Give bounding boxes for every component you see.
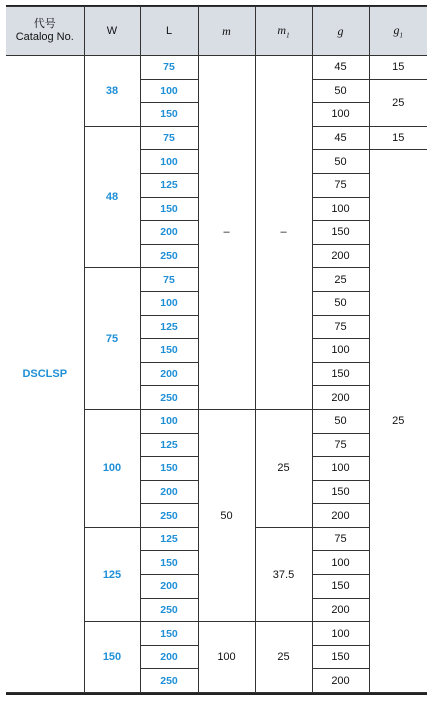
g-cell: 100 bbox=[312, 551, 369, 575]
g1-cell: 25 bbox=[369, 79, 427, 126]
g-cell: 45 bbox=[312, 56, 369, 80]
l-cell: 150 bbox=[140, 457, 198, 481]
g-cell: 200 bbox=[312, 386, 369, 410]
g-cell: 75 bbox=[312, 527, 369, 551]
l-cell: 250 bbox=[140, 386, 198, 410]
l-cell: 125 bbox=[140, 315, 198, 339]
g-cell: 50 bbox=[312, 291, 369, 315]
header-w: W bbox=[84, 7, 140, 56]
l-cell: 100 bbox=[140, 150, 198, 174]
l-cell: 200 bbox=[140, 221, 198, 245]
g-cell: 100 bbox=[312, 457, 369, 481]
header-catalog-en: Catalog No. bbox=[15, 31, 74, 43]
l-cell: 200 bbox=[140, 575, 198, 599]
m1-cell: – bbox=[255, 56, 312, 410]
g1-cell: 25 bbox=[369, 150, 427, 693]
l-cell: 100 bbox=[140, 409, 198, 433]
g1-cell: 15 bbox=[369, 126, 427, 150]
g-cell: 150 bbox=[312, 362, 369, 386]
w-cell: 100 bbox=[84, 409, 140, 527]
table-row bbox=[6, 56, 427, 80]
g-cell: 150 bbox=[312, 480, 369, 504]
l-cell: 125 bbox=[140, 173, 198, 197]
w-cell: 125 bbox=[84, 527, 140, 621]
m1-cell: 37.5 bbox=[255, 527, 312, 621]
g-cell: 200 bbox=[312, 244, 369, 268]
l-cell: 100 bbox=[140, 79, 198, 103]
g-cell: 50 bbox=[312, 409, 369, 433]
catalog-cell: DSCLSP bbox=[6, 56, 84, 693]
table-bottom-rule bbox=[6, 693, 427, 695]
l-cell: 150 bbox=[140, 339, 198, 363]
l-cell: 200 bbox=[140, 645, 198, 669]
g-cell: 100 bbox=[312, 339, 369, 363]
header-g: g bbox=[312, 7, 369, 56]
l-cell: 200 bbox=[140, 480, 198, 504]
l-cell: 250 bbox=[140, 244, 198, 268]
header-row bbox=[6, 7, 427, 56]
l-cell: 75 bbox=[140, 56, 198, 80]
l-cell: 125 bbox=[140, 433, 198, 457]
l-cell: 150 bbox=[140, 103, 198, 127]
header-l: L bbox=[140, 7, 198, 56]
w-cell: 150 bbox=[84, 622, 140, 693]
g-cell: 150 bbox=[312, 221, 369, 245]
g-cell: 200 bbox=[312, 669, 369, 693]
m-cell: 50 bbox=[198, 409, 255, 621]
l-cell: 150 bbox=[140, 197, 198, 221]
header-catalog bbox=[6, 7, 84, 56]
g-cell: 100 bbox=[312, 103, 369, 127]
g-cell: 50 bbox=[312, 79, 369, 103]
l-cell: 250 bbox=[140, 598, 198, 622]
l-cell: 100 bbox=[140, 291, 198, 315]
l-cell: 200 bbox=[140, 362, 198, 386]
g1-cell: 15 bbox=[369, 56, 427, 80]
w-cell: 38 bbox=[84, 56, 140, 127]
header-catalog-cn: 代号 bbox=[33, 18, 56, 30]
g-cell: 100 bbox=[312, 197, 369, 221]
g-cell: 75 bbox=[312, 173, 369, 197]
header-g1: $g_1$ bbox=[369, 7, 427, 56]
g-cell: 45 bbox=[312, 126, 369, 150]
g-cell: 75 bbox=[312, 433, 369, 457]
m1-cell: 25 bbox=[255, 409, 312, 527]
g-cell: 200 bbox=[312, 504, 369, 528]
g-cell: 75 bbox=[312, 315, 369, 339]
spec-table bbox=[6, 6, 427, 693]
l-cell: 75 bbox=[140, 268, 198, 292]
g-cell: 150 bbox=[312, 575, 369, 599]
w-cell: 75 bbox=[84, 268, 140, 410]
w-cell: 48 bbox=[84, 126, 140, 268]
m1-cell: 25 bbox=[255, 622, 312, 693]
l-cell: 150 bbox=[140, 551, 198, 575]
m-cell: – bbox=[198, 56, 255, 410]
l-cell: 250 bbox=[140, 669, 198, 693]
g-cell: 200 bbox=[312, 598, 369, 622]
g-cell: 50 bbox=[312, 150, 369, 174]
l-cell: 75 bbox=[140, 126, 198, 150]
header-m1: $m_1$ bbox=[255, 7, 312, 56]
header-m: m bbox=[198, 7, 255, 56]
l-cell: 125 bbox=[140, 527, 198, 551]
l-cell: 150 bbox=[140, 622, 198, 646]
l-cell: 250 bbox=[140, 504, 198, 528]
m-cell: 100 bbox=[198, 622, 255, 693]
g-cell: 100 bbox=[312, 622, 369, 646]
g-cell: 25 bbox=[312, 268, 369, 292]
g-cell: 150 bbox=[312, 645, 369, 669]
